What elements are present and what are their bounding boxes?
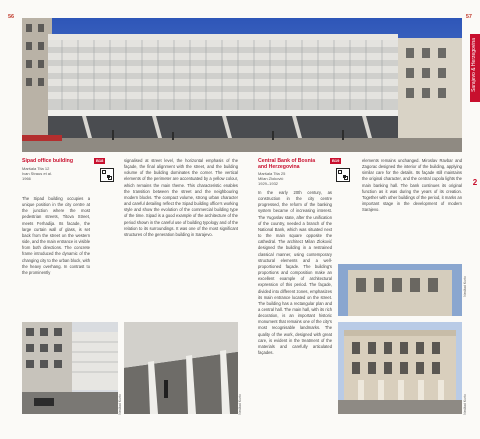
entry-meta-sipad-architect: Ivan Straus et al. [22, 171, 53, 176]
sipad-building-image [22, 18, 462, 152]
entry-badge-sipad: B18 [96, 158, 104, 163]
central-bank-image [338, 322, 462, 414]
entry-meta-sipad-year: 1966 [22, 176, 31, 181]
central-bank-photo [338, 322, 462, 414]
entry-title-sipad: Sipad office building [22, 158, 74, 164]
photo-credit-2: Nedžad Kurto [238, 394, 242, 415]
entry-meta-bank-address: Maršala Tita 25 [258, 171, 286, 176]
text-column-3 [258, 190, 332, 414]
text-column-4 [362, 158, 462, 256]
column-1-text: The Sipad building occupies a unique position in the city centre at the junction where the most pedestrian streets, Titova Street, meets Ferhadija. Its facade, the large curtain wall of glass, is set back from the street on the western side, and the main entrance is visible from both directions. The concrete frame introduced the dynamic of the changing city to the urban block, with the heavy overhang. In contrast to the prominently [22, 196, 90, 275]
entry-badge-central-bank: B19 [332, 158, 340, 163]
photo-credit-3: Nedžad Kurto [463, 276, 467, 297]
qr-code-central-bank[interactable] [336, 168, 350, 182]
street-photo-left [22, 322, 118, 414]
sipad-street-image [22, 322, 118, 414]
entry-meta-bank-architect: Milan Zloković [258, 176, 284, 181]
entry-meta-sipad-address: Maršala Tita 12 [22, 166, 50, 171]
photo-credit-1: Nedžad Kurto [118, 394, 122, 415]
text-column-1 [22, 196, 90, 318]
bank-tower-photo [338, 264, 462, 316]
entry-title-central-bank: Central Bank of Bosnia and Herzegovina [258, 158, 316, 170]
underpass-photo [124, 322, 238, 414]
column-3-text: In the early 20th century, as construction in the city centre progressed, the reform of the banking system became of increasing interest. The Yugoslav state, after the unification of the country, needed a branch of the National Bank, which was situated next to the main square opposite the cathedral. The architect Milan Zloković designed the building in a restrained classical manner, using contemporary structural elements and a well-proportioned façade. The building's proportions and composition make an excellent example of architectural expression of this period. The façade, divided into different zones, emphasizes its main entrance located on the street. The building has a rectangular plan and a central hall. The main hall, with its rich decoration, is an important historic monument that remains one of the city's most recognisable landmarks. The quality of the work, designed with great care, is evident in the treatment of the materials and carefully articulated façades. [258, 190, 332, 356]
chapter-tab [470, 34, 480, 102]
column-2-text: signalised at street level, the horizontal emphasis of the façade, the final alignment with the street, and the building volume of the building dominates the corner. The vertical elements of the perimeter are accentuated by a yellow colour, which remains the main theme. This characteristic enables the transition between the street and the neighbouring modern blocks. The compact volume, strong urban character and careful detailing reflect the Sipad building office's working style and show the evolution of the commercial building type of the time. Sipad is a good example of the architecture of the period shown in the careful use of building typology and of the relation to its surroundings. It was one of the most significant structures of the generation building in Sarajevo. [124, 158, 238, 237]
column-4-text: elements remains unchanged. Miroslav Ravbar and Zagorac designed the interior of the building, applying similar care for the details. Its façade still maintains the original character, and the central cupola lights the main banking hall. The bank continues its original function as it was during the years of its creation. Together with other buildings of the period, it marks an important stage in the development of modern Sarajevo. [362, 158, 462, 213]
text-column-2 [124, 158, 238, 308]
page-number-left: 56 [8, 14, 15, 20]
main-building-photo [22, 18, 462, 152]
chapter-number: 2 [472, 178, 478, 187]
bank-detail-image [338, 264, 462, 316]
chapter-tab-label: Sarajevo & Herzegovina [471, 38, 477, 92]
photo-credit-4: Nedžad Kurto [463, 394, 467, 415]
page-number-right: 57 [465, 14, 472, 20]
entry-meta-bank-year: 1929–1932 [258, 181, 279, 186]
qr-code-sipad[interactable] [100, 168, 114, 182]
sipad-underpass-image [124, 322, 238, 414]
